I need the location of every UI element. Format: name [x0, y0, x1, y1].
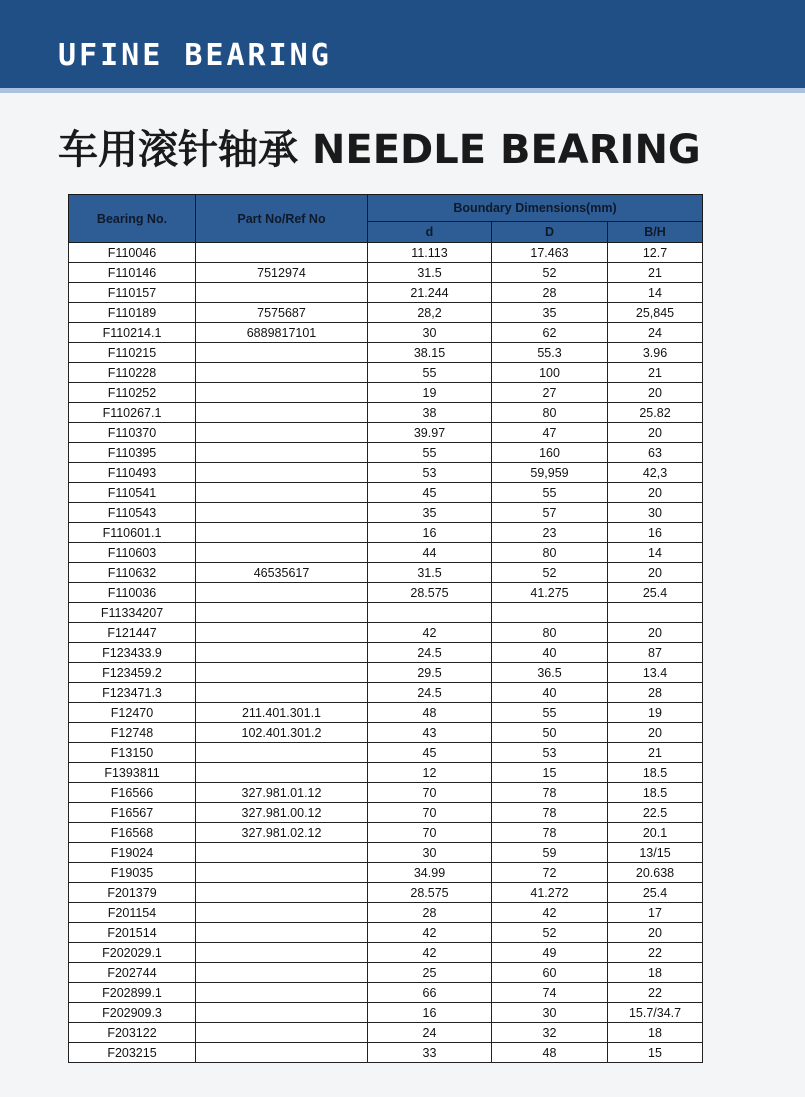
D-cell: 49 [492, 943, 608, 963]
header-banner [0, 0, 805, 93]
d-cell [368, 603, 492, 623]
bh-cell: 22 [608, 983, 703, 1003]
D-cell: 41.275 [492, 583, 608, 603]
D-cell: 48 [492, 1043, 608, 1063]
d-cell: 55 [368, 363, 492, 383]
bh-cell: 15 [608, 1043, 703, 1063]
part-no-cell: 46535617 [196, 563, 368, 583]
bh-cell: 25.4 [608, 883, 703, 903]
bearing-no-cell: F123459.2 [69, 663, 196, 683]
d-cell: 35 [368, 503, 492, 523]
bh-cell: 42,3 [608, 463, 703, 483]
part-no-cell [196, 843, 368, 863]
d-cell: 11.113 [368, 243, 492, 263]
d-cell: 28.575 [368, 583, 492, 603]
part-no-cell [196, 863, 368, 883]
bearing-no-cell: F19035 [69, 863, 196, 883]
part-no-cell [196, 623, 368, 643]
table-row [69, 843, 703, 863]
header-d: d [368, 222, 492, 243]
d-cell: 39.97 [368, 423, 492, 443]
table-row [69, 663, 703, 683]
bh-cell: 15.7/34.7 [608, 1003, 703, 1023]
bh-cell: 25,845 [608, 303, 703, 323]
table-row [69, 443, 703, 463]
part-no-cell: 102.401.301.2 [196, 723, 368, 743]
bh-cell: 20 [608, 923, 703, 943]
table-row [69, 583, 703, 603]
part-no-cell: 327.981.01.12 [196, 783, 368, 803]
bh-cell: 12.7 [608, 243, 703, 263]
bh-cell: 20 [608, 563, 703, 583]
D-cell: 28 [492, 283, 608, 303]
D-cell: 55 [492, 483, 608, 503]
part-no-cell [196, 463, 368, 483]
bearing-no-cell: F11334207 [69, 603, 196, 623]
bh-cell: 18 [608, 1023, 703, 1043]
D-cell: 80 [492, 543, 608, 563]
header-D: D [492, 222, 608, 243]
table-row [69, 863, 703, 883]
bearing-no-cell: F203215 [69, 1043, 196, 1063]
part-no-cell [196, 983, 368, 1003]
bh-cell: 14 [608, 543, 703, 563]
part-no-cell [196, 883, 368, 903]
part-no-cell [196, 1023, 368, 1043]
d-cell: 70 [368, 803, 492, 823]
bearing-no-cell: F123471.3 [69, 683, 196, 703]
table-row [69, 243, 703, 263]
bearing-no-cell: F1393811 [69, 763, 196, 783]
bearing-no-cell: F201514 [69, 923, 196, 943]
table-row [69, 363, 703, 383]
bh-cell: 3.96 [608, 343, 703, 363]
bearing-no-cell: F110214.1 [69, 323, 196, 343]
part-no-cell [196, 743, 368, 763]
table-row [69, 1023, 703, 1043]
D-cell: 62 [492, 323, 608, 343]
bearing-no-cell: F110395 [69, 443, 196, 463]
bh-cell [608, 603, 703, 623]
table-row [69, 603, 703, 623]
bearing-no-cell: F202744 [69, 963, 196, 983]
D-cell: 23 [492, 523, 608, 543]
D-cell: 41.272 [492, 883, 608, 903]
D-cell: 30 [492, 1003, 608, 1023]
D-cell: 59 [492, 843, 608, 863]
d-cell: 55 [368, 443, 492, 463]
part-no-cell: 211.401.301.1 [196, 703, 368, 723]
bh-cell: 20 [608, 423, 703, 443]
D-cell: 60 [492, 963, 608, 983]
d-cell: 30 [368, 843, 492, 863]
header-bearing-no: Bearing No. [69, 195, 196, 243]
bh-cell: 22 [608, 943, 703, 963]
table-row [69, 383, 703, 403]
D-cell: 40 [492, 683, 608, 703]
table-row [69, 883, 703, 903]
bh-cell: 13.4 [608, 663, 703, 683]
bh-cell: 20 [608, 623, 703, 643]
bearing-no-cell: F203122 [69, 1023, 196, 1043]
d-cell: 53 [368, 463, 492, 483]
header-bh: B/H [608, 222, 703, 243]
table-row [69, 543, 703, 563]
part-no-cell: 7575687 [196, 303, 368, 323]
page-title: 车用滚针轴承 NEEDLE BEARING [58, 127, 701, 173]
table-body [69, 243, 703, 1063]
d-cell: 12 [368, 763, 492, 783]
d-cell: 31.5 [368, 263, 492, 283]
d-cell: 25 [368, 963, 492, 983]
D-cell [492, 603, 608, 623]
table-row [69, 523, 703, 543]
bearing-no-cell: F110603 [69, 543, 196, 563]
table-row [69, 743, 703, 763]
bh-cell: 20 [608, 483, 703, 503]
table-row [69, 263, 703, 283]
table-row [69, 783, 703, 803]
d-cell: 45 [368, 743, 492, 763]
part-no-cell [196, 583, 368, 603]
d-cell: 70 [368, 783, 492, 803]
bearing-no-cell: F110228 [69, 363, 196, 383]
bearing-no-cell: F16568 [69, 823, 196, 843]
bearing-no-cell: F110046 [69, 243, 196, 263]
bearing-no-cell: F201379 [69, 883, 196, 903]
part-no-cell [196, 443, 368, 463]
D-cell: 59,959 [492, 463, 608, 483]
table-row [69, 903, 703, 923]
d-cell: 38 [368, 403, 492, 423]
bh-cell: 18.5 [608, 763, 703, 783]
table-row [69, 503, 703, 523]
table-row [69, 723, 703, 743]
bh-cell: 24 [608, 323, 703, 343]
d-cell: 45 [368, 483, 492, 503]
part-no-cell [196, 363, 368, 383]
bh-cell: 14 [608, 283, 703, 303]
table-row [69, 803, 703, 823]
d-cell: 70 [368, 823, 492, 843]
bh-cell: 19 [608, 703, 703, 723]
d-cell: 16 [368, 1003, 492, 1023]
part-no-cell [196, 503, 368, 523]
table-row [69, 463, 703, 483]
part-no-cell: 6889817101 [196, 323, 368, 343]
bearing-no-cell: F12470 [69, 703, 196, 723]
bh-cell: 25.4 [608, 583, 703, 603]
d-cell: 42 [368, 923, 492, 943]
header-boundary-dimensions: Boundary Dimensions(mm) [368, 195, 703, 222]
bh-cell: 28 [608, 683, 703, 703]
bearing-table-container [68, 194, 702, 1063]
d-cell: 42 [368, 623, 492, 643]
D-cell: 57 [492, 503, 608, 523]
D-cell: 42 [492, 903, 608, 923]
bearing-no-cell: F123433.9 [69, 643, 196, 663]
d-cell: 31.5 [368, 563, 492, 583]
part-no-cell [196, 243, 368, 263]
d-cell: 44 [368, 543, 492, 563]
bh-cell: 13/15 [608, 843, 703, 863]
part-no-cell [196, 543, 368, 563]
d-cell: 24.5 [368, 643, 492, 663]
table-row [69, 343, 703, 363]
bearing-no-cell: F202909.3 [69, 1003, 196, 1023]
brand-name: UFINE BEARING [58, 38, 332, 73]
bh-cell: 20.638 [608, 863, 703, 883]
bh-cell: 18.5 [608, 783, 703, 803]
D-cell: 15 [492, 763, 608, 783]
D-cell: 52 [492, 923, 608, 943]
bh-cell: 87 [608, 643, 703, 663]
bh-cell: 21 [608, 263, 703, 283]
bh-cell: 17 [608, 903, 703, 923]
table-row [69, 323, 703, 343]
part-no-cell [196, 603, 368, 623]
part-no-cell [196, 483, 368, 503]
bh-cell: 22.5 [608, 803, 703, 823]
bearing-no-cell: F110146 [69, 263, 196, 283]
part-no-cell: 327.981.02.12 [196, 823, 368, 843]
D-cell: 36.5 [492, 663, 608, 683]
bh-cell: 21 [608, 743, 703, 763]
bearing-no-cell: F110157 [69, 283, 196, 303]
d-cell: 43 [368, 723, 492, 743]
bh-cell: 21 [608, 363, 703, 383]
table-row [69, 403, 703, 423]
d-cell: 42 [368, 943, 492, 963]
table-row [69, 703, 703, 723]
D-cell: 80 [492, 403, 608, 423]
d-cell: 28.575 [368, 883, 492, 903]
table-row [69, 943, 703, 963]
bearing-no-cell: F110493 [69, 463, 196, 483]
bearing-no-cell: F201154 [69, 903, 196, 923]
d-cell: 30 [368, 323, 492, 343]
D-cell: 53 [492, 743, 608, 763]
bh-cell: 18 [608, 963, 703, 983]
bearing-table [68, 194, 703, 1063]
d-cell: 28 [368, 903, 492, 923]
d-cell: 33 [368, 1043, 492, 1063]
bh-cell: 20.1 [608, 823, 703, 843]
part-no-cell [196, 663, 368, 683]
part-no-cell [196, 683, 368, 703]
table-row [69, 283, 703, 303]
D-cell: 17.463 [492, 243, 608, 263]
D-cell: 52 [492, 263, 608, 283]
d-cell: 21.244 [368, 283, 492, 303]
bearing-no-cell: F19024 [69, 843, 196, 863]
part-no-cell [196, 383, 368, 403]
part-no-cell: 7512974 [196, 263, 368, 283]
d-cell: 38.15 [368, 343, 492, 363]
table-row [69, 643, 703, 663]
bh-cell: 63 [608, 443, 703, 463]
bh-cell: 30 [608, 503, 703, 523]
d-cell: 24 [368, 1023, 492, 1043]
part-no-cell [196, 523, 368, 543]
bearing-no-cell: F110036 [69, 583, 196, 603]
bearing-no-cell: F110541 [69, 483, 196, 503]
table-row [69, 823, 703, 843]
bearing-no-cell: F121447 [69, 623, 196, 643]
d-cell: 28,2 [368, 303, 492, 323]
D-cell: 50 [492, 723, 608, 743]
D-cell: 80 [492, 623, 608, 643]
part-no-cell [196, 943, 368, 963]
table-row [69, 423, 703, 443]
bh-cell: 20 [608, 723, 703, 743]
D-cell: 35 [492, 303, 608, 323]
D-cell: 55 [492, 703, 608, 723]
table-row [69, 563, 703, 583]
d-cell: 66 [368, 983, 492, 1003]
bearing-no-cell: F110215 [69, 343, 196, 363]
D-cell: 32 [492, 1023, 608, 1043]
D-cell: 52 [492, 563, 608, 583]
d-cell: 34.99 [368, 863, 492, 883]
part-no-cell [196, 903, 368, 923]
bearing-no-cell: F16566 [69, 783, 196, 803]
D-cell: 40 [492, 643, 608, 663]
d-cell: 48 [368, 703, 492, 723]
table-row [69, 963, 703, 983]
table-row [69, 623, 703, 643]
part-no-cell [196, 343, 368, 363]
bh-cell: 20 [608, 383, 703, 403]
bearing-no-cell: F202029.1 [69, 943, 196, 963]
d-cell: 16 [368, 523, 492, 543]
header-part-no: Part No/Ref No [196, 195, 368, 243]
bearing-no-cell: F110543 [69, 503, 196, 523]
D-cell: 74 [492, 983, 608, 1003]
part-no-cell [196, 763, 368, 783]
part-no-cell [196, 643, 368, 663]
part-no-cell [196, 1043, 368, 1063]
d-cell: 19 [368, 383, 492, 403]
table-row [69, 1003, 703, 1023]
table-row [69, 683, 703, 703]
table-row [69, 1043, 703, 1063]
bearing-no-cell: F110370 [69, 423, 196, 443]
part-no-cell [196, 923, 368, 943]
part-no-cell [196, 283, 368, 303]
D-cell: 72 [492, 863, 608, 883]
D-cell: 27 [492, 383, 608, 403]
bearing-no-cell: F12748 [69, 723, 196, 743]
part-no-cell [196, 403, 368, 423]
D-cell: 47 [492, 423, 608, 443]
table-row [69, 923, 703, 943]
table-row [69, 303, 703, 323]
bearing-no-cell: F110252 [69, 383, 196, 403]
part-no-cell [196, 1003, 368, 1023]
part-no-cell [196, 423, 368, 443]
bh-cell: 16 [608, 523, 703, 543]
bearing-no-cell: F16567 [69, 803, 196, 823]
bearing-no-cell: F110189 [69, 303, 196, 323]
bearing-no-cell: F110601.1 [69, 523, 196, 543]
bearing-no-cell: F110267.1 [69, 403, 196, 423]
bearing-no-cell: F110632 [69, 563, 196, 583]
table-row [69, 763, 703, 783]
table-row [69, 483, 703, 503]
D-cell: 100 [492, 363, 608, 383]
bearing-no-cell: F13150 [69, 743, 196, 763]
part-no-cell: 327.981.00.12 [196, 803, 368, 823]
table-row [69, 983, 703, 1003]
D-cell: 78 [492, 823, 608, 843]
D-cell: 78 [492, 803, 608, 823]
d-cell: 29.5 [368, 663, 492, 683]
D-cell: 160 [492, 443, 608, 463]
D-cell: 78 [492, 783, 608, 803]
bearing-no-cell: F202899.1 [69, 983, 196, 1003]
d-cell: 24.5 [368, 683, 492, 703]
D-cell: 55.3 [492, 343, 608, 363]
bh-cell: 25.82 [608, 403, 703, 423]
part-no-cell [196, 963, 368, 983]
